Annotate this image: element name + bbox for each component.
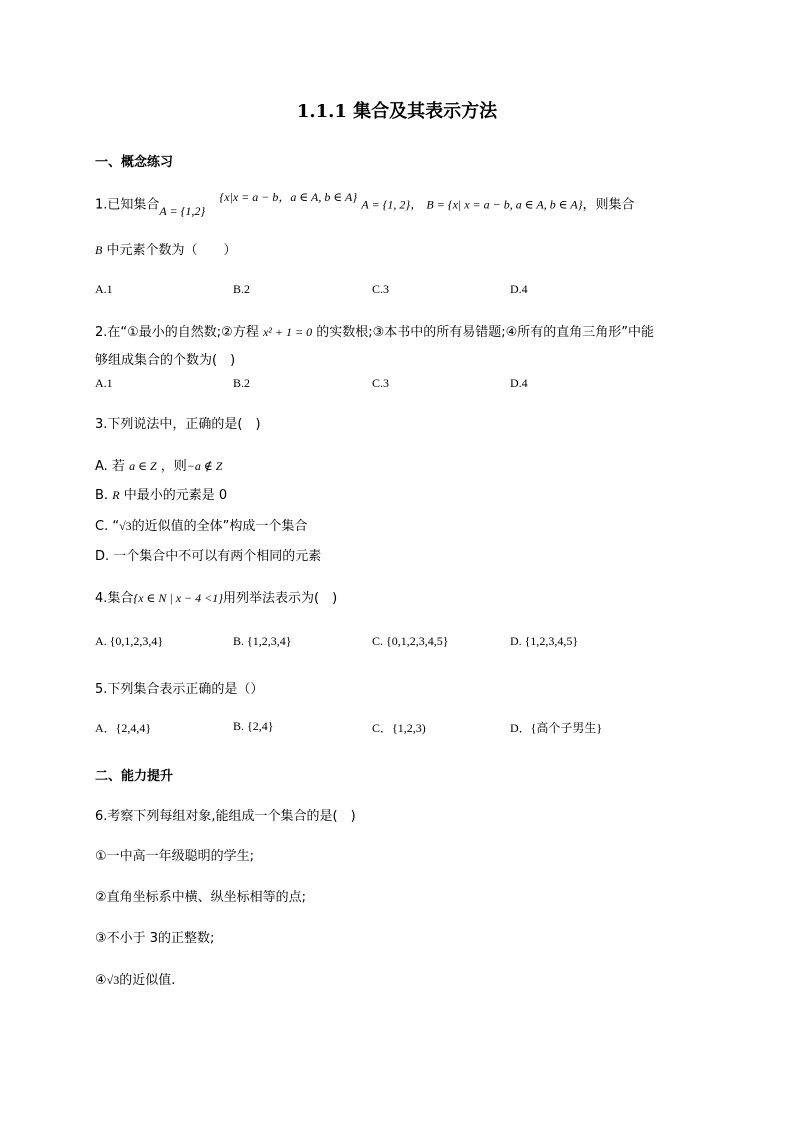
question-6-stem: 6.考察下列每组对象,能组成一个集合的是( ) xyxy=(95,809,356,824)
q4-set-math: {x ∈ N | x − 4 <1} xyxy=(133,591,224,605)
q3-b-prefix: B. xyxy=(95,488,109,503)
q1-option-b: B.2 xyxy=(233,282,251,296)
q1-math-a: A = {1,2} xyxy=(159,204,206,218)
question-2-line-2: 够组成集合的个数为( ) xyxy=(95,353,236,368)
q5-option-d: D．{高个子男生} xyxy=(510,721,603,735)
q4-option-c: C. {0,1,2,3,4,5} xyxy=(372,634,449,648)
q3-a-math-2: −a ∉ Z xyxy=(186,459,223,473)
q3-a-prefix: A. 若 xyxy=(95,459,125,474)
q3-c-text: 的近似值的全体”构成一个集合 xyxy=(131,519,308,534)
q1-option-a: A.1 xyxy=(95,282,113,296)
q6-item-3: ③不小于 3的正整数; xyxy=(95,931,215,946)
q6-item-4-marker: ④ xyxy=(95,973,107,988)
q6-item-2: ②直角坐标系中横、纵坐标相等的点; xyxy=(95,890,307,905)
q1-math-a2: A = {1, 2}， xyxy=(361,197,423,212)
question-4-stem xyxy=(95,587,337,606)
q2-text-b: 的实数根;③本书中的所有易错题;④所有的直角三角形”中能 xyxy=(316,325,655,340)
q4-option-d: D. {1,2,3,4,5} xyxy=(510,634,579,648)
question-2-line-1 xyxy=(95,321,654,340)
q2-option-b: B.2 xyxy=(233,376,251,390)
q5-option-c: C．{1,2,3) xyxy=(372,721,426,735)
q4-option-b: B. {1,2,3,4} xyxy=(233,634,292,648)
page-title: 1.1.1 集合及其表示方法 xyxy=(296,101,498,122)
q1-option-d: D.4 xyxy=(510,282,528,296)
q3-c-prefix: C. “ xyxy=(95,519,120,534)
question-1-line-2 xyxy=(95,239,237,258)
q3-option-d: D. 一个集合中不可以有两个相同的元素 xyxy=(95,549,322,564)
q3-c-sqrt: √3 xyxy=(119,519,132,533)
q1-stacked-math xyxy=(159,190,358,220)
q1-math-set: {x|x = a − b，a ∈ A, b ∈ A} xyxy=(219,190,358,204)
q4-option-a: A. {0,1,2,3,4} xyxy=(95,634,164,648)
q6-item-4-sqrt: √3 xyxy=(106,973,120,987)
section-heading-concept: 一、概念练习 xyxy=(95,155,174,170)
q1-var-b: B xyxy=(95,243,103,257)
q2-option-d: D.4 xyxy=(510,376,528,390)
q6-item-4-text: 的近似值. xyxy=(119,973,176,988)
q3-option-b xyxy=(95,484,227,503)
q4-text: 用列举法表示为( ) xyxy=(223,591,338,606)
q1-line-2-text: 中元素个数为（ ） xyxy=(106,243,237,258)
q3-option-a xyxy=(95,455,222,474)
q6-item-4 xyxy=(95,969,175,988)
q1-prefix: 1.已知集合 xyxy=(95,197,160,213)
q2-option-c: C.3 xyxy=(372,376,390,390)
q2-option-a: A.1 xyxy=(95,376,113,390)
q3-b-text: 中最小的元素是 0 xyxy=(123,488,228,503)
question-5-stem: 5.下列集合表示正确的是（） xyxy=(95,682,264,697)
q5-option-b: B. {2,4} xyxy=(233,719,274,733)
question-3-stem: 3.下列说法中，正确的是( ) xyxy=(95,417,261,432)
q2-equation: x² + 1 = 0 xyxy=(262,325,313,339)
question-1-line-1 xyxy=(95,190,635,220)
q1-option-c: C.3 xyxy=(372,282,390,296)
q3-b-math: R xyxy=(112,488,120,502)
section-heading-ability: 二、能力提升 xyxy=(95,769,174,784)
q5-option-a: A．{2,4,4} xyxy=(95,721,152,735)
q1-suffix: ，则集合 xyxy=(582,197,635,213)
q2-text-a: 2.在“①最小的自然数;②方程 xyxy=(95,325,259,340)
q3-a-middle: ，则 xyxy=(160,459,187,474)
q6-item-1: ①一中高一年级聪明的学生; xyxy=(95,849,255,864)
q4-prefix: 4.集合 xyxy=(95,591,134,606)
q3-option-c xyxy=(95,515,307,534)
q1-math-b: B = {x| x = a − b, a ∈ A, b ∈ A} xyxy=(426,197,583,212)
q3-a-math-1: a ∈ Z xyxy=(129,459,157,473)
